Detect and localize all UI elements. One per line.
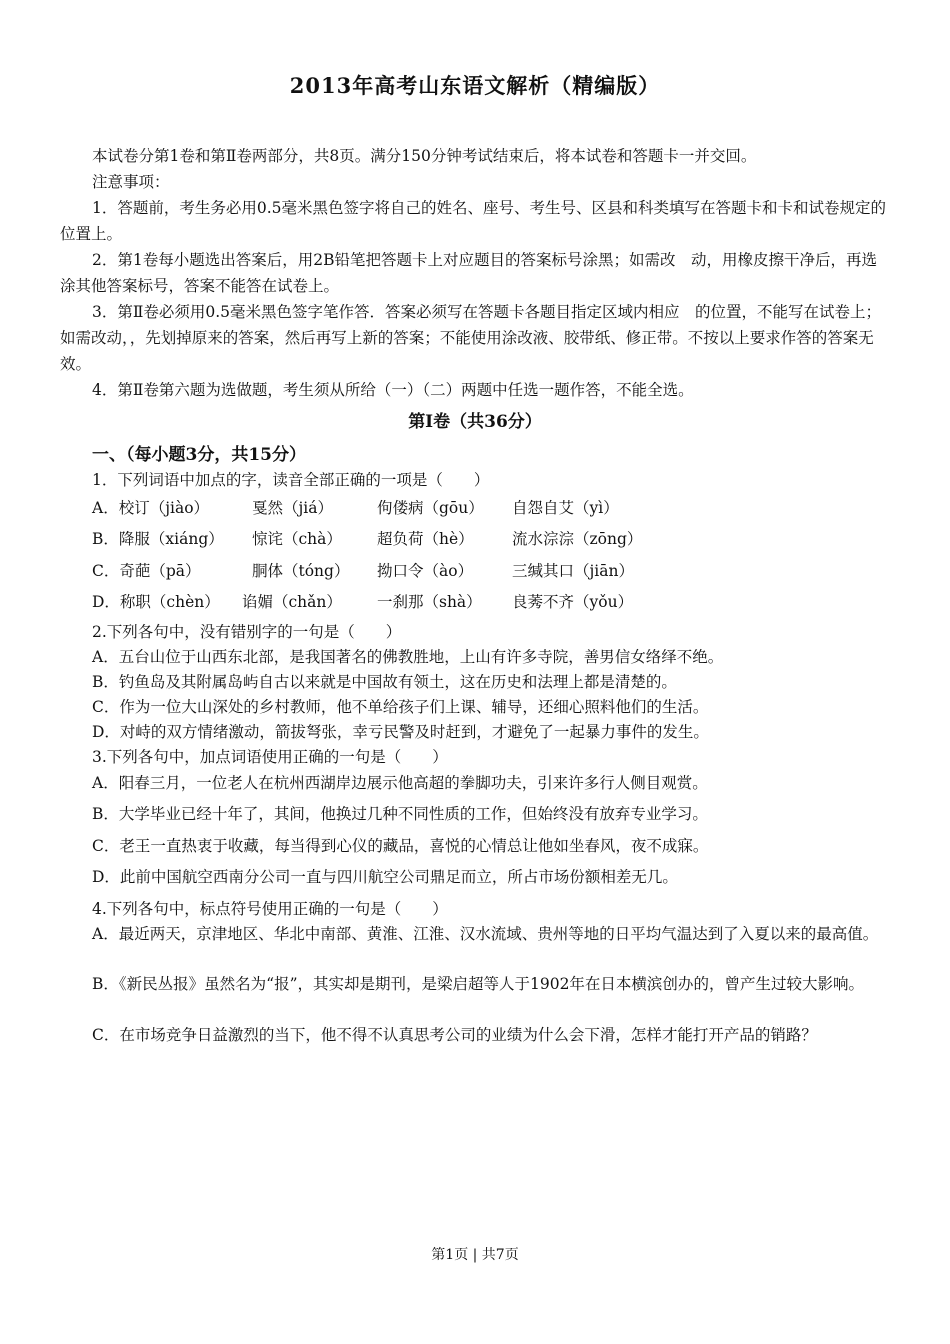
q1-d-2: 谄媚（chǎn） <box>242 593 342 611</box>
q4-option-c: C．在市场竞争日益激烈的当下，他不得不认真思考公司的业绩为什么会下滑，怎样才能打开产品的销路？ <box>92 1026 817 1044</box>
q1-c-1: C．奇葩（pā） <box>92 562 201 580</box>
q1-a-1: A．校订（jiào） <box>92 499 210 517</box>
q2-option-b: B．钓鱼岛及其附属岛屿自古以来就是中国故有领土，这在历史和法理上都是清楚的。 <box>92 673 677 691</box>
note-4: 4．第Ⅱ卷第六题为选做题，考生须从所给（一）（二）两题中任选一题作答，不能全选。 <box>92 381 694 399</box>
q1-c-2: 胴体（tóng） <box>252 562 350 580</box>
note-3: 3．第Ⅱ卷必须用0.5毫米黑色签字笔作答．答案必须写在答题卡各题目指定区域内相应 的位置，不能写在试卷上；如需改动，，先划掉原来的答案，然后再写上新的答案；不能使用涂改液、胶带纸、修正带。不按以上要求作答的答案无效。 <box>60 303 882 373</box>
q1-a-4: 自怨自艾（yì） <box>512 499 619 517</box>
q2-option-c: C．作为一位大山深处的乡村教师，他不单给孩子们上课、辅导，还细心照料他们的生活。 <box>92 698 709 716</box>
q4-option-b: B．《新民丛报》虽然名为“报”，其实却是期刊，是梁启超等人于1902年在日本横滨创办的，曾产生过较大影响。 <box>92 975 864 993</box>
q1-c-4: 三缄其口（jiān） <box>512 562 634 580</box>
q3-option-c: C．老王一直热衷于收藏，每当得到心仪的藏品，喜悦的心情总让他如坐春风，夜不成寐。 <box>92 837 709 855</box>
q1-b-3: 超负荷（hè） <box>377 530 474 548</box>
q1-d-1: D．称职（chèn） <box>92 593 220 611</box>
note-1: 1．答题前，考生务必用0.5毫米黑色签字将自己的姓名、座号、考生号、区县和科类填写在答题卡和卡和试卷规定的位置上。 <box>60 199 887 243</box>
section-title: 第Ⅰ卷（共36分） <box>408 412 542 432</box>
q1-b-1: B．降服（xiáng） <box>92 530 224 548</box>
q1-b-4: 流水淙淙（zōng） <box>512 530 643 548</box>
q4-option-a: A．最近两天，京津地区、华北中南部、黄淮、江淮、汉水流域、贵州等地的日平均气温达到了入夏以来的最高值。 <box>92 925 879 943</box>
q2-stem: 2.下列各句中，没有错别字的一句是（ ） <box>92 623 402 641</box>
part-title: 一、（每小题3分，共15分） <box>92 445 306 465</box>
q3-stem: 3.下列各句中，加点词语使用正确的一句是（ ） <box>92 748 448 766</box>
q3-option-b: B．大学毕业已经十年了，其间，他换过几种不同性质的工作，但始终没有放弃专业学习。 <box>92 805 708 823</box>
q3-option-d: D．此前中国航空西南分公司一直与四川航空公司鼎足而立，所占市场份额相差无几。 <box>92 868 678 886</box>
page-footer: 第1页 | 共7页 <box>431 1247 519 1263</box>
q1-c-3: 拗口令（ào） <box>377 562 474 580</box>
q1-stem: 1．下列词语中加点的字，读音全部正确的一项是（ ） <box>92 471 490 489</box>
intro-paragraph: 本试卷分第1卷和第Ⅱ卷两部分，共8页。满分150分钟考试结束后，将本试卷和答题卡一并交回。 <box>92 147 757 165</box>
q1-a-3: 佝偻病（gōu） <box>377 499 484 517</box>
q3-option-a: A．阳春三月，一位老人在杭州西湖岸边展示他高超的拳脚功夫，引来许多行人侧目观赏。 <box>92 774 708 792</box>
q1-d-3: 一刹那（shà） <box>377 593 482 611</box>
page-title: 2013年高考山东语文解析（精编版） <box>289 73 661 98</box>
q1-a-2: 戛然（jiá） <box>252 499 334 517</box>
q1-d-4: 良莠不齐（yǒu） <box>512 593 634 611</box>
note-2: 2．第1卷每小题选出答案后，用2B铅笔把答题卡上对应题目的答案标号涂黑；如需改 动，用橡皮擦干净后，再选涂其他答案标号，答案不能答在试卷上。 <box>60 251 877 295</box>
q4-stem: 4.下列各句中，标点符号使用正确的一句是（ ） <box>92 900 448 918</box>
q2-option-a: A．五台山位于山西东北部，是我国著名的佛教胜地，上山有许多寺院，善男信女络绎不绝。 <box>92 648 724 666</box>
notice-heading: 注意事项： <box>92 173 170 191</box>
q2-option-d: D．对峙的双方情绪激动，箭拔弩张，幸亏民警及时赶到，才避免了一起暴力事件的发生。 <box>92 723 709 741</box>
q1-b-2: 惊诧（chà） <box>252 530 342 548</box>
